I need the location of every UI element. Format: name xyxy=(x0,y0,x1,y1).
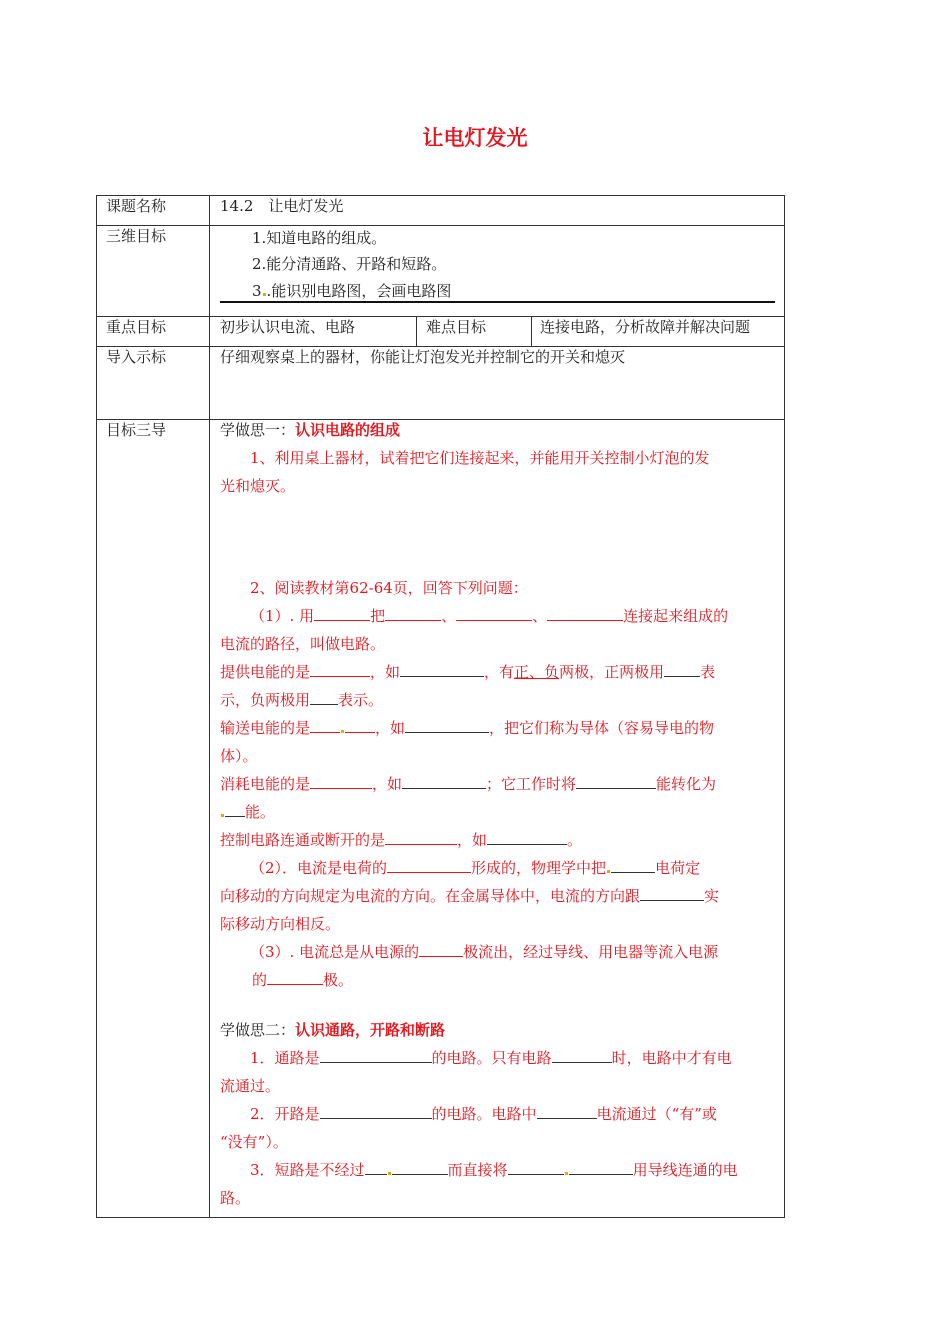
blank xyxy=(664,662,700,677)
page-title: 让电灯发光 xyxy=(422,126,528,150)
text: ，如 xyxy=(370,663,401,681)
question-text: 2、阅读教材第62-64页，回答下列问题： xyxy=(250,579,528,597)
text: 输送电能的是 xyxy=(220,719,311,737)
blank xyxy=(569,1160,633,1175)
blank xyxy=(552,1048,612,1063)
fill-line xyxy=(220,802,275,822)
hard-value: 连接电路，分析故障并解决问题 xyxy=(540,318,751,336)
section1-prefix: 学做思一： xyxy=(220,421,296,439)
text: 电荷定 xyxy=(655,859,701,877)
fill-line: 流通过。 xyxy=(220,1077,281,1095)
text: 而直接将 xyxy=(447,1161,508,1179)
key-value: 初步认识电流、电路 xyxy=(220,318,356,336)
intro-label: 导入示标 xyxy=(106,348,167,366)
goal-item-number: 3 xyxy=(252,282,262,300)
text: ；它工作时将 xyxy=(486,775,577,793)
blank xyxy=(508,1160,564,1175)
blank xyxy=(320,1104,432,1119)
text: 表 xyxy=(700,663,716,681)
text: 的电路。电路中 xyxy=(431,1105,537,1123)
text: 正、负 xyxy=(514,663,560,681)
course-label: 课题名称 xyxy=(106,197,167,215)
text: ，如 xyxy=(375,719,406,737)
goal-item: 1.知道电路的组成。 xyxy=(252,229,387,247)
blank xyxy=(640,886,704,901)
blank xyxy=(314,606,370,621)
column-divider xyxy=(531,316,532,346)
fill-line xyxy=(250,1160,738,1180)
text: 2．开路是 xyxy=(250,1105,320,1123)
fill-line: 际移动方向相反。 xyxy=(220,915,341,933)
question-text: 光和熄灭。 xyxy=(220,477,296,495)
text: 实 xyxy=(704,887,720,905)
blank xyxy=(387,858,471,873)
blank xyxy=(456,606,532,621)
text: 极流出，经过导线、用电器等流入电源 xyxy=(463,943,719,961)
text: 、 xyxy=(532,607,548,625)
text: 示，负两极用 xyxy=(220,691,311,709)
blank xyxy=(267,970,323,985)
blank xyxy=(487,830,567,845)
fill-line xyxy=(252,970,353,990)
text: 时，电路中才有电 xyxy=(611,1049,732,1067)
section2-title: 认识通路，开路和断路 xyxy=(295,1021,446,1039)
text: 连接起来组成的 xyxy=(623,607,729,625)
fill-line xyxy=(250,606,728,626)
text: ，如 xyxy=(457,831,488,849)
fill-line: “没有”）。 xyxy=(220,1133,288,1151)
intro-value: 仔细观察桌上的器材，你能让灯泡发光并控制它的开关和熄灭 xyxy=(220,348,626,366)
marker-dot xyxy=(607,870,610,873)
blank xyxy=(385,606,441,621)
blank xyxy=(365,1160,387,1175)
main-label: 目标三导 xyxy=(106,421,167,439)
column-divider xyxy=(209,195,210,1218)
text: 的 xyxy=(252,971,268,989)
text: ，如 xyxy=(372,775,403,793)
text: 能。 xyxy=(245,803,276,821)
goal-item xyxy=(252,281,451,301)
text: 极。 xyxy=(323,971,354,989)
goals-label: 三维目标 xyxy=(106,227,167,245)
text: 控制电路连通或断开的是 xyxy=(220,831,386,849)
fill-line: 电流的路径，叫做电路。 xyxy=(220,635,386,653)
blank xyxy=(310,690,338,705)
text: 用导线连通的电 xyxy=(632,1161,738,1179)
marker-dot xyxy=(565,1172,568,1175)
marker-dot xyxy=(221,814,224,817)
text: 3．短路是不经过 xyxy=(250,1161,365,1179)
fill-line xyxy=(220,690,383,710)
fill-line xyxy=(250,858,700,878)
fill-line: 体）。 xyxy=(220,747,258,765)
text: 把 xyxy=(370,607,386,625)
blank xyxy=(547,606,623,621)
fill-line xyxy=(220,886,719,906)
fill-line xyxy=(220,830,582,850)
text: 能转化为 xyxy=(656,775,717,793)
text: ，把它们称为导体（容易导电的物 xyxy=(489,719,715,737)
text: 的电路。只有电路 xyxy=(431,1049,552,1067)
course-value: 14.2 让电灯发光 xyxy=(220,197,344,215)
section1-title: 认识电路的组成 xyxy=(295,421,401,439)
hard-label: 难点目标 xyxy=(426,318,487,336)
column-divider xyxy=(416,316,417,346)
blank xyxy=(225,802,245,817)
fill-line xyxy=(220,774,716,794)
goal-item-text: .能识别电路图，会画电路图 xyxy=(266,282,452,300)
fill-line xyxy=(250,1048,732,1068)
fill-line: 路。 xyxy=(220,1189,251,1207)
text: 电流通过（“有”或 xyxy=(596,1105,717,1123)
fill-line xyxy=(250,942,718,962)
blank xyxy=(402,774,486,789)
text: （3）. 电流总是从电源的 xyxy=(250,943,420,961)
blank xyxy=(345,718,375,733)
text: 提供电能的是 xyxy=(220,663,311,681)
text: （2）．电流是电荷的 xyxy=(250,859,388,877)
blank xyxy=(576,774,656,789)
text: 消耗电能的是 xyxy=(220,775,311,793)
blank xyxy=(320,1048,432,1063)
fill-line xyxy=(220,718,714,738)
text: 形成的，物理学中把 xyxy=(471,859,607,877)
text: 。 xyxy=(567,831,583,849)
text: ，有 xyxy=(484,663,515,681)
question-text: 1、利用桌上器材，试着把它们连接起来，并能用开关控制小灯泡的发 xyxy=(250,449,710,467)
text: 、 xyxy=(441,607,457,625)
text: （1）. 用 xyxy=(250,607,315,625)
fill-line xyxy=(250,1104,717,1124)
row-divider xyxy=(96,419,785,420)
section2-prefix: 学做思二： xyxy=(220,1021,296,1039)
marker-dot xyxy=(341,730,344,733)
key-label: 重点目标 xyxy=(106,318,167,336)
blank xyxy=(310,718,340,733)
blank xyxy=(611,858,655,873)
blank xyxy=(537,1104,597,1119)
fill-line xyxy=(220,662,715,682)
text: 1．通路是 xyxy=(250,1049,320,1067)
blank xyxy=(419,942,463,957)
blank xyxy=(310,774,372,789)
blank xyxy=(400,662,484,677)
marker-dot xyxy=(263,293,266,296)
section1-heading xyxy=(220,420,400,440)
blank xyxy=(310,662,370,677)
text: 向移动的方向规定为电流的方向。在金属导体中，电流的方向跟 xyxy=(220,887,641,905)
row-divider xyxy=(96,225,785,226)
goal-underline xyxy=(220,301,775,303)
goal-item: 2.能分清通路、开路和短路。 xyxy=(252,255,447,273)
text: 两极，正两极用 xyxy=(559,663,665,681)
section2-heading xyxy=(220,1020,445,1040)
blank xyxy=(405,718,489,733)
blank xyxy=(385,830,457,845)
marker-dot xyxy=(388,1172,391,1175)
text: 表示。 xyxy=(338,691,384,709)
blank xyxy=(392,1160,448,1175)
